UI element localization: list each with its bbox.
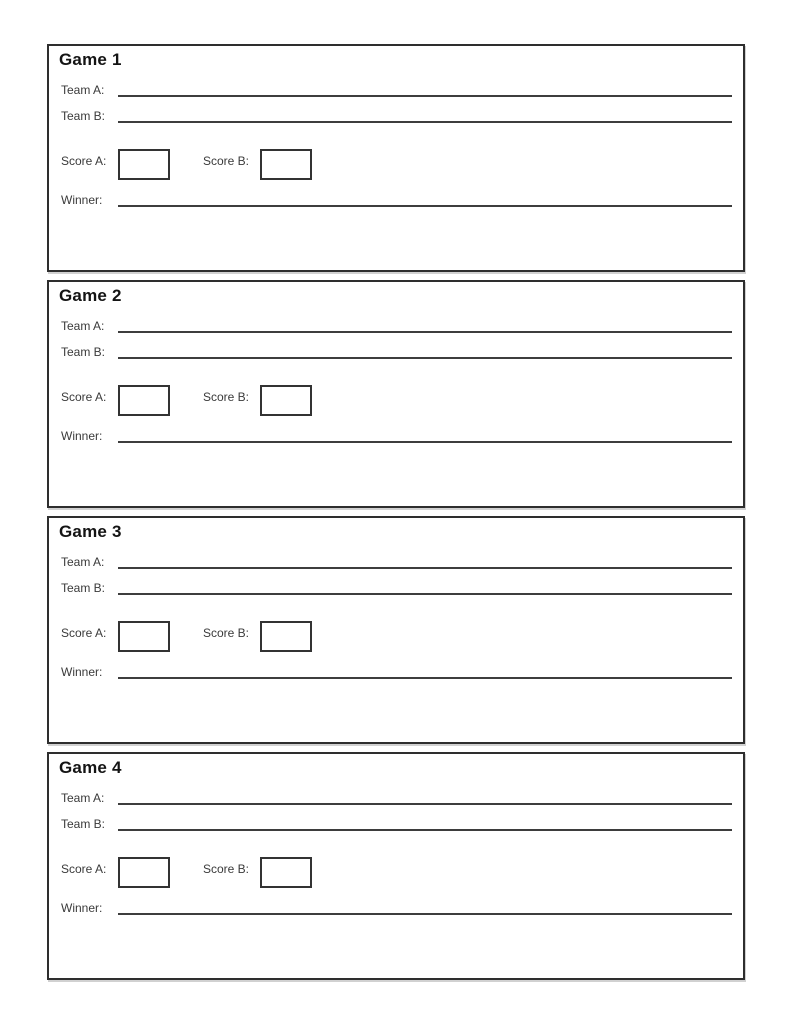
winner-field[interactable]: [118, 190, 732, 207]
team-a-label: Team A:: [61, 555, 105, 569]
winner-row: [61, 428, 732, 443]
team-a-field[interactable]: [118, 316, 732, 333]
score-b-box[interactable]: [260, 857, 312, 888]
team-b-label: Team B:: [61, 345, 106, 359]
score-b-box[interactable]: [260, 621, 312, 652]
team-b-row: [61, 108, 732, 123]
team-b-field[interactable]: [118, 578, 732, 595]
winner-row: [61, 900, 732, 915]
team-b-row: [61, 344, 732, 359]
score-a-box[interactable]: [118, 857, 170, 888]
score-b-label: Score B:: [203, 626, 250, 640]
score-row: [61, 621, 732, 652]
game-3-section: [47, 516, 745, 744]
score-a-label: Score A:: [61, 862, 107, 876]
winner-label: Winner:: [61, 665, 103, 679]
team-a-field[interactable]: [118, 80, 732, 97]
winner-row: [61, 664, 732, 679]
team-b-row: [61, 816, 732, 831]
score-row: [61, 385, 732, 416]
team-b-field[interactable]: [118, 106, 732, 123]
team-b-row: [61, 580, 732, 595]
winner-label: Winner:: [61, 429, 103, 443]
winner-field[interactable]: [118, 662, 732, 679]
score-a-box[interactable]: [118, 149, 170, 180]
score-a-label: Score A:: [61, 154, 107, 168]
score-b-label: Score B:: [203, 390, 250, 404]
score-row: [61, 149, 732, 180]
game-title: Game 4: [59, 758, 122, 777]
team-a-row: [61, 82, 732, 97]
team-a-label: Team A:: [61, 83, 105, 97]
team-a-row: [61, 790, 732, 805]
team-a-field[interactable]: [118, 552, 732, 569]
team-b-field[interactable]: [118, 342, 732, 359]
winner-label: Winner:: [61, 901, 103, 915]
winner-label: Winner:: [61, 193, 103, 207]
team-a-row: [61, 318, 732, 333]
score-a-label: Score A:: [61, 626, 107, 640]
score-a-box[interactable]: [118, 385, 170, 416]
score-b-label: Score B:: [203, 154, 250, 168]
score-b-box[interactable]: [260, 385, 312, 416]
winner-row: [61, 192, 732, 207]
game-title: Game 1: [59, 50, 122, 69]
game-title: Game 3: [59, 522, 122, 541]
team-b-label: Team B:: [61, 109, 106, 123]
game-4-section: [47, 752, 745, 980]
game-title: Game 2: [59, 286, 122, 305]
team-b-label: Team B:: [61, 817, 106, 831]
score-row: [61, 857, 732, 888]
team-b-field[interactable]: [118, 814, 732, 831]
team-b-label: Team B:: [61, 581, 106, 595]
winner-field[interactable]: [118, 898, 732, 915]
team-a-label: Team A:: [61, 791, 105, 805]
score-a-box[interactable]: [118, 621, 170, 652]
score-b-box[interactable]: [260, 149, 312, 180]
game-1-section: [47, 44, 745, 272]
team-a-row: [61, 554, 732, 569]
game-2-section: [47, 280, 745, 508]
score-a-label: Score A:: [61, 390, 107, 404]
team-a-label: Team A:: [61, 319, 105, 333]
score-b-label: Score B:: [203, 862, 250, 876]
winner-field[interactable]: [118, 426, 732, 443]
team-a-field[interactable]: [118, 788, 732, 805]
